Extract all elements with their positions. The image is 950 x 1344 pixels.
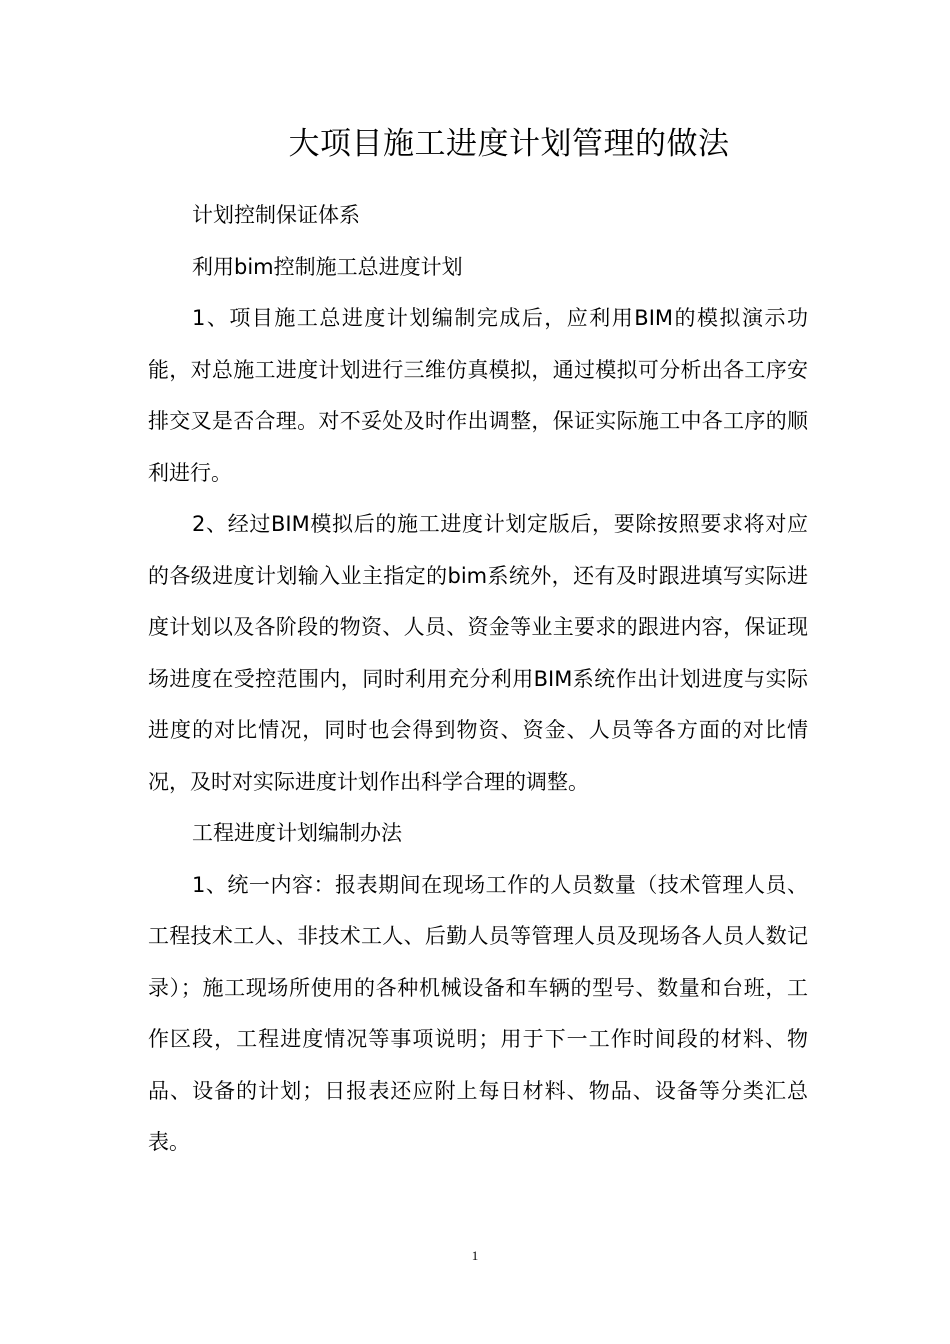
section-heading-bim-control: 利用bim控制施工总进度计划	[192, 254, 463, 279]
section-heading-plan-method: 工程进度计划编制办法	[192, 821, 402, 845]
paragraph-unified-content: 1、统一内容：报表期间在现场工作的人员数量（技术管理人员、工程技术工人、非技术工人、后勤人员等管理人员及现场各人员人数记录）；施工现场所使用的各种机械设备和车辆的型号、数量和台班，工作区段，工程进度情况等事项说明；用于下一工作时间段的材料、物品、设备的计划；日报表还应附上每日材料、物品、设备等分类汇总表。	[148, 872, 808, 1154]
paragraph-progress-tracking: 2、经过BIM模拟后的施工进度计划定版后，要除按照要求将对应的各级进度计划输入业主指定的bim系统外，还有及时跟进填写实际进度计划以及各阶段的物资、人员、资金等业主要求的跟进内容，保证现场进度在受控范围内，同时利用充分利用BIM系统作出计划进度与实际进度的对比情况，同时也会得到物资、资金、人员等各方面的对比情况，及时对实际进度计划作出科学合理的调整。	[148, 512, 808, 794]
page-number: 1	[471, 1248, 479, 1263]
paragraph-bim-simulation: 1、项目施工总进度计划编制完成后，应利用BIM的模拟演示功能，对总施工进度计划进行三维仿真模拟，通过模拟可分析出各工序安排交叉是否合理。对不妥处及时作出调整，保证实际施工中各工序的顺利进行。	[148, 306, 808, 485]
document-body	[148, 190, 808, 1169]
document-title: 大项目施工进度计划管理的做法	[288, 126, 730, 162]
section-heading-plan-control: 计划控制保证体系	[192, 203, 360, 227]
